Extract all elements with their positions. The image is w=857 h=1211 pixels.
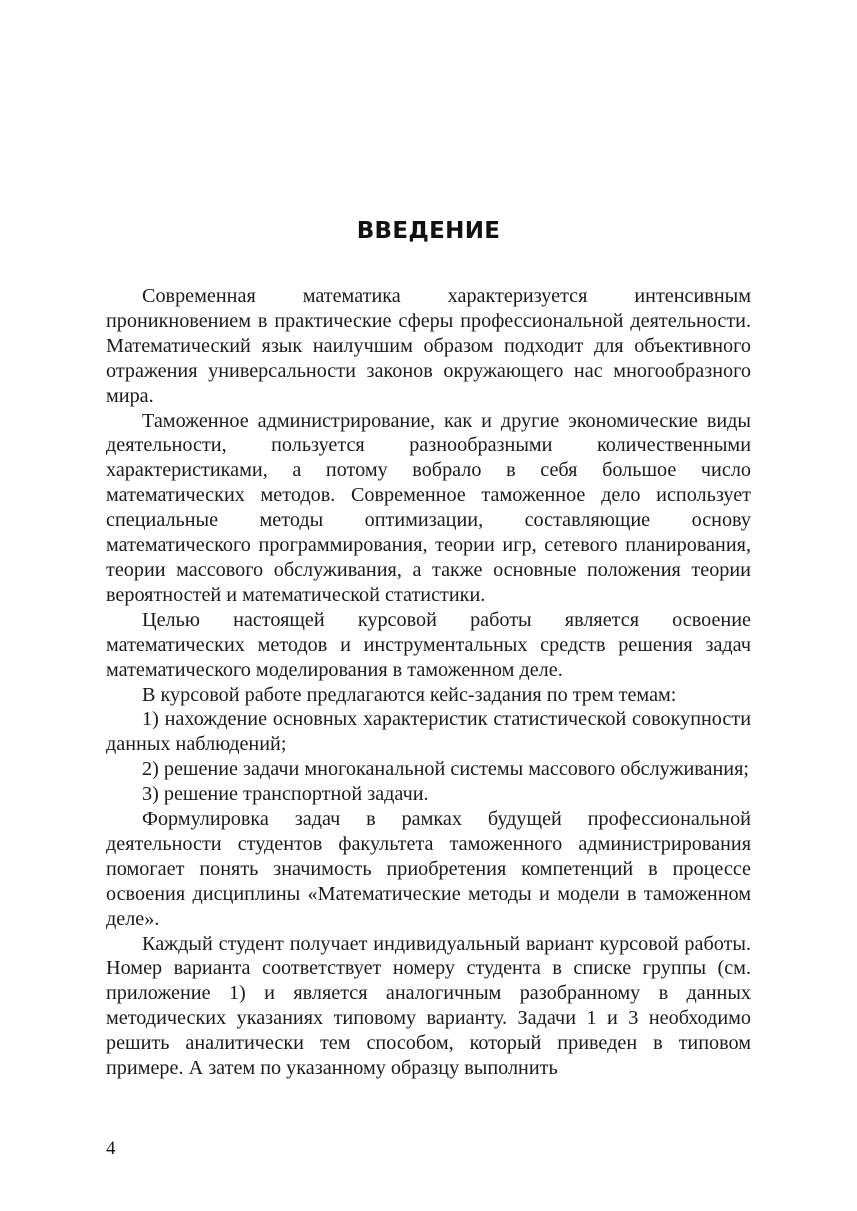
page-title: ВВЕДЕНИЕ — [356, 218, 501, 244]
paragraph-formulation: Формулировка задач в рамках будущей профессиональной деятельности студентов факультета таможенного администрирования помогает понять значимость приобретения компетенций в процессе освоения дисциплины «Математические методы и модели в таможенном деле». — [106, 808, 751, 930]
list-item-topic-2: 2) решение задачи многоканальной системы массового обслуживания; — [142, 758, 749, 781]
paragraph-intro: Современная математика характеризуется интенсивным проникновением в практические сферы профессиональной деятельности. Математический язык наилучшим образом подходит для объективного отражения универсальности законов окружающего нас многообразного мира. — [106, 285, 751, 407]
page-number: 4 — [106, 1138, 116, 1159]
list-item-topic-3: 3) решение транспортной задачи. — [142, 783, 429, 806]
body-text — [106, 284, 751, 1081]
paragraph-variant: Каждый студент получает индивидуальный вариант курсовой работы. Номер варианта соответствует номеру студента в списке группы (см. приложение 1) и является аналогичным разобранному в данных методических указаниях типовому варианту. Задачи 1 и 3 необходимо решить аналитически тем способом, который приведен в типовом примере. А затем по указанному образцу выполнить — [106, 932, 751, 1080]
paragraph-customs-admin: Таможенное администрирование, как и другие экономические виды деятельности, пользуется разнообразными количественными характеристиками, а потому вобрало в себя большое число математических методов. Современное таможенное дело использует специальные методы оптимизации, составляющие основу математического программирования, теории игр, сетевого планирования, теории массового обслуживания, а также основные положения теории вероятностей и математической статистики. — [106, 409, 751, 606]
list-item-topic-1: 1) нахождение основных характеристик статистической совокупности данных наблюдений; — [106, 708, 751, 756]
paragraph-topics-intro: В курсовой работе предлагаются кейс-задания по трем темам: — [142, 683, 677, 706]
paragraph-goal: Целью настоящей курсовой работы является освоение математических методов и инструментальных средств решения задач математического моделирования в таможенном деле. — [106, 608, 751, 681]
